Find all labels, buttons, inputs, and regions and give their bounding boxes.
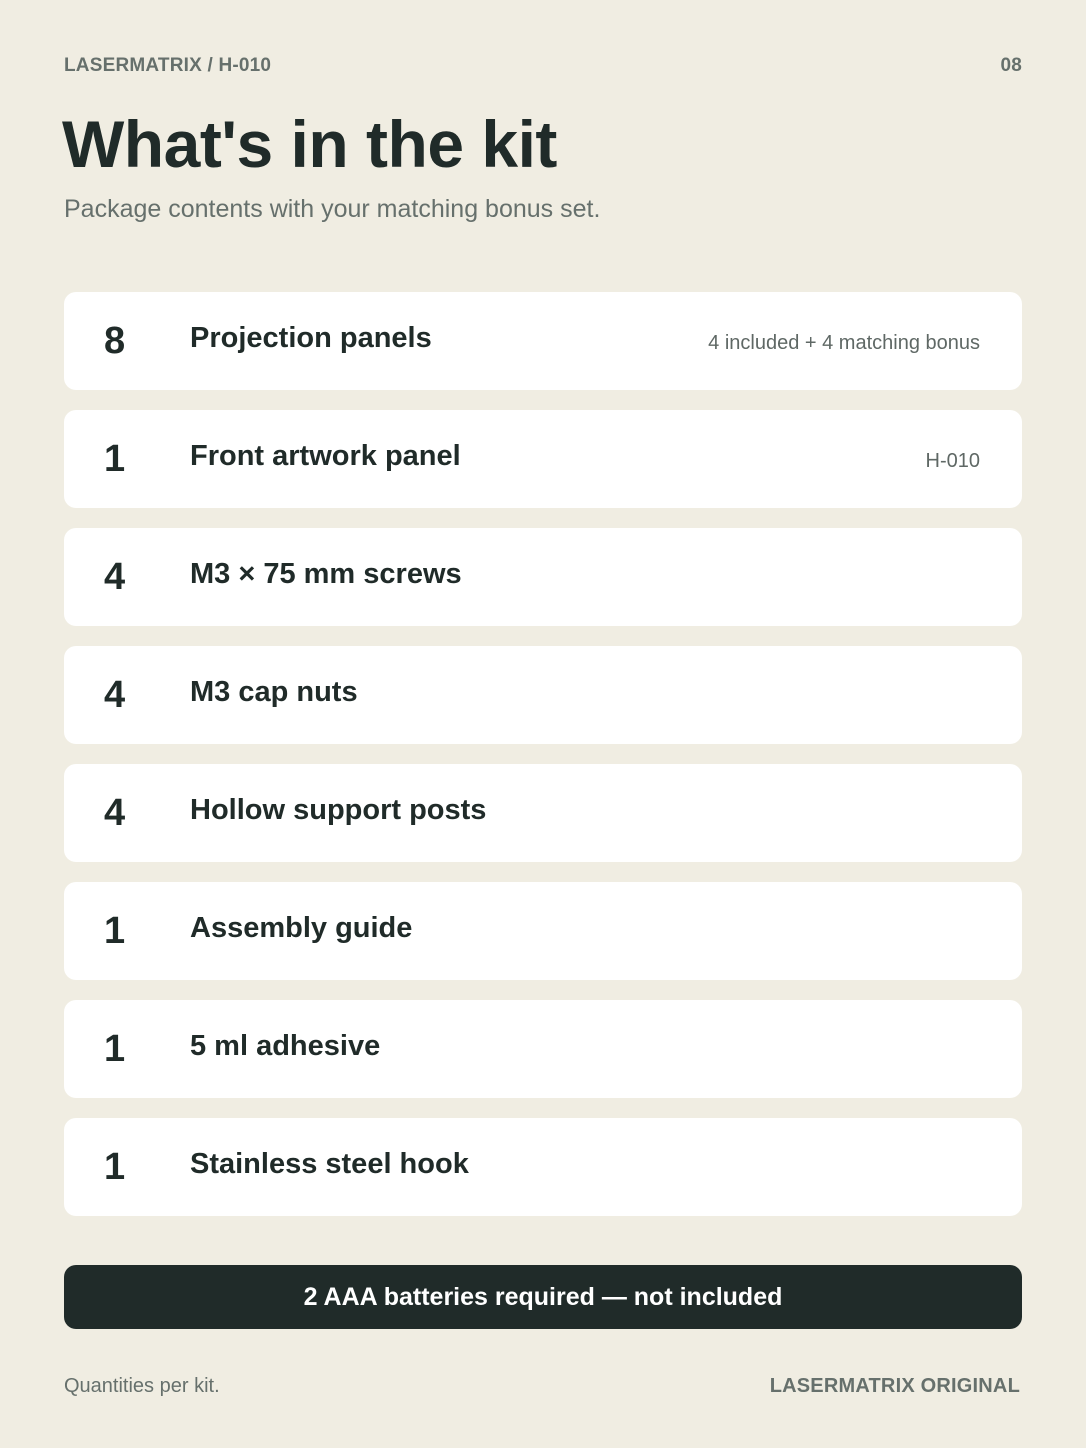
breadcrumb: LASERMATRIX / H-010	[64, 55, 272, 76]
item-quantity: 4	[104, 792, 126, 834]
battery-notice-text: 2 AAA batteries required — not included	[303, 1282, 783, 1311]
kit-contents-list	[64, 292, 1022, 1216]
item-quantity: 4	[104, 674, 126, 716]
list-item	[64, 764, 1022, 862]
item-quantity: 4	[104, 556, 126, 598]
list-item	[64, 292, 1022, 390]
item-name: Stainless steel hook	[190, 1148, 469, 1180]
item-name: M3 cap nuts	[190, 676, 358, 708]
item-name: Hollow support posts	[190, 794, 487, 826]
list-item	[64, 646, 1022, 744]
list-item	[64, 410, 1022, 508]
item-quantity: 8	[104, 320, 126, 362]
item-quantity: 1	[104, 438, 126, 480]
item-name: 5 ml adhesive	[190, 1030, 381, 1062]
item-note: H-010	[925, 450, 980, 472]
list-item	[64, 528, 1022, 626]
list-item	[64, 882, 1022, 980]
item-name: Assembly guide	[190, 912, 413, 944]
item-name: Projection panels	[190, 322, 432, 354]
item-quantity: 1	[104, 1028, 126, 1070]
list-item	[64, 1000, 1022, 1098]
item-name: M3 × 75 mm screws	[190, 558, 462, 590]
item-name: Front artwork panel	[190, 440, 461, 472]
list-item	[64, 1118, 1022, 1216]
item-note: 4 included + 4 matching bonus	[708, 332, 980, 354]
item-quantity: 1	[104, 910, 126, 952]
top-bar	[64, 55, 1022, 77]
footer-note: Quantities per kit.	[64, 1375, 220, 1397]
footer	[64, 1375, 1020, 1398]
page-number: 08	[1000, 55, 1022, 76]
footer-brand: LASERMATRIX ORIGINAL	[769, 1375, 1020, 1397]
page-title: What's in the kit	[62, 107, 557, 181]
battery-notice-banner	[64, 1265, 1022, 1329]
item-quantity: 1	[104, 1146, 126, 1188]
page-subtitle: Package contents with your matching bonus set.	[64, 195, 601, 223]
